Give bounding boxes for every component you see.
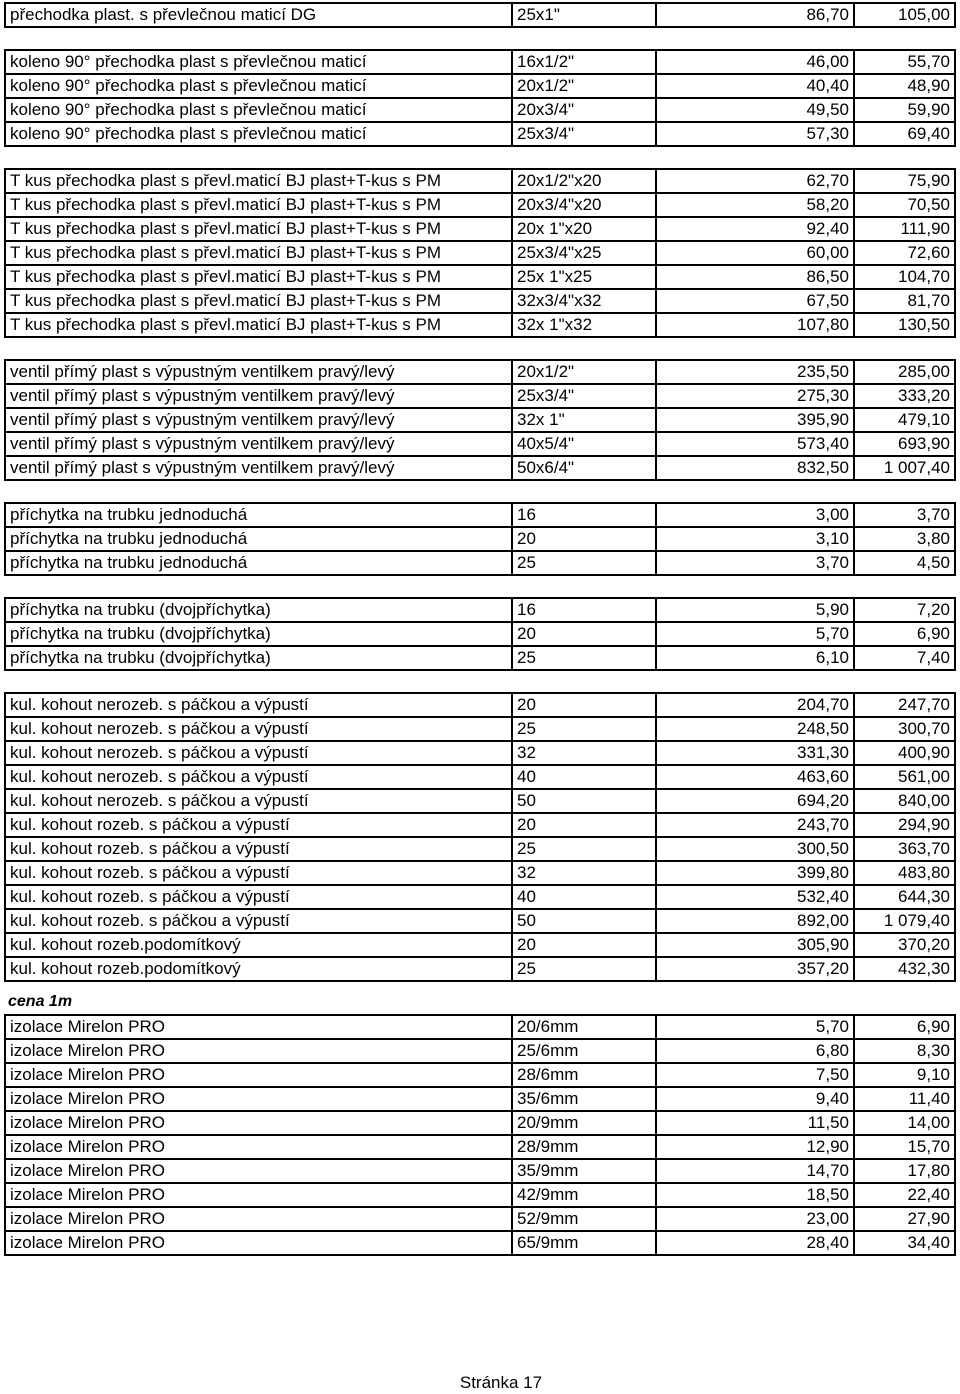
price-without-vat-cell: 46,00: [655, 51, 853, 73]
dimension-cell: 32: [511, 862, 655, 884]
product-name-cell: kul. kohout nerozeb. s páčkou a výpustí: [4, 790, 511, 812]
price-with-vat-cell: 3,80: [853, 528, 956, 550]
price-with-vat-cell: 59,90: [853, 99, 956, 121]
table-row: [4, 314, 956, 338]
price-without-vat-cell: 6,80: [655, 1040, 853, 1062]
price-without-vat-cell: 832,50: [655, 457, 853, 479]
product-name-cell: ventil přímý plast s výpustným ventilkem pravý/levý: [4, 409, 511, 431]
table-row: [4, 599, 956, 623]
price-with-vat-cell: 300,70: [853, 718, 956, 740]
table-row: [4, 170, 956, 194]
dimension-cell: 20x1/2": [511, 361, 655, 383]
table-row: [4, 75, 956, 99]
price-without-vat-cell: 40,40: [655, 75, 853, 97]
price-with-vat-cell: 69,40: [853, 123, 956, 145]
product-name-cell: kul. kohout nerozeb. s páčkou a výpustí: [4, 742, 511, 764]
price-with-vat-cell: 483,80: [853, 862, 956, 884]
price-without-vat-cell: 6,10: [655, 647, 853, 669]
product-name-cell: ventil přímý plast s výpustným ventilkem pravý/levý: [4, 433, 511, 455]
insulation-group: [4, 1014, 956, 1256]
price-with-vat-cell: 644,30: [853, 886, 956, 908]
price-without-vat-cell: 67,50: [655, 290, 853, 312]
price-group: [4, 692, 956, 982]
dimension-cell: 42/9mm: [511, 1184, 655, 1206]
table-row: [4, 385, 956, 409]
dimension-cell: 40x5/4": [511, 433, 655, 455]
price-with-vat-cell: 7,20: [853, 599, 956, 621]
product-name-cell: T kus přechodka plast s převl.maticí BJ plast+T-kus s PM: [4, 170, 511, 192]
price-without-vat-cell: 892,00: [655, 910, 853, 932]
price-with-vat-cell: 8,30: [853, 1040, 956, 1062]
price-with-vat-cell: 48,90: [853, 75, 956, 97]
price-with-vat-cell: 9,10: [853, 1064, 956, 1086]
product-name-cell: izolace Mirelon PRO: [4, 1232, 511, 1254]
product-name-cell: příchytka na trubku jednoduchá: [4, 528, 511, 550]
dimension-cell: 28/9mm: [511, 1136, 655, 1158]
table-row: [4, 862, 956, 886]
table-row: [4, 290, 956, 314]
price-with-vat-cell: 17,80: [853, 1160, 956, 1182]
price-without-vat-cell: 86,70: [655, 4, 853, 26]
price-with-vat-cell: 6,90: [853, 1016, 956, 1038]
price-without-vat-cell: 275,30: [655, 385, 853, 407]
price-without-vat-cell: 5,70: [655, 623, 853, 645]
product-name-cell: ventil přímý plast s výpustným ventilkem pravý/levý: [4, 385, 511, 407]
product-name-cell: izolace Mirelon PRO: [4, 1016, 511, 1038]
product-name-cell: koleno 90° přechodka plast s převlečnou maticí: [4, 123, 511, 145]
dimension-cell: 20x3/4": [511, 99, 655, 121]
product-name-cell: kul. kohout rozeb. s páčkou a výpustí: [4, 910, 511, 932]
price-with-vat-cell: 55,70: [853, 51, 956, 73]
price-with-vat-cell: 370,20: [853, 934, 956, 956]
price-without-vat-cell: 300,50: [655, 838, 853, 860]
price-with-vat-cell: 15,70: [853, 1136, 956, 1158]
price-with-vat-cell: 72,60: [853, 242, 956, 264]
section-subheading: cena 1m: [8, 993, 73, 1010]
product-name-cell: příchytka na trubku jednoduchá: [4, 552, 511, 574]
table-row: [4, 1088, 956, 1112]
product-name-cell: koleno 90° přechodka plast s převlečnou maticí: [4, 51, 511, 73]
price-with-vat-cell: 27,90: [853, 1208, 956, 1230]
price-with-vat-cell: 75,90: [853, 170, 956, 192]
price-with-vat-cell: 4,50: [853, 552, 956, 574]
table-row: [4, 958, 956, 982]
dimension-cell: 25x 1"x25: [511, 266, 655, 288]
table-row: [4, 718, 956, 742]
dimension-cell: 20x1/2"x20: [511, 170, 655, 192]
product-name-cell: kul. kohout rozeb.podomítkový: [4, 934, 511, 956]
price-without-vat-cell: 107,80: [655, 314, 853, 336]
price-group: [4, 359, 956, 481]
price-without-vat-cell: 305,90: [655, 934, 853, 956]
price-without-vat-cell: 23,00: [655, 1208, 853, 1230]
dimension-cell: 25/6mm: [511, 1040, 655, 1062]
table-row: [4, 361, 956, 385]
dimension-cell: 52/9mm: [511, 1208, 655, 1230]
product-name-cell: izolace Mirelon PRO: [4, 1040, 511, 1062]
dimension-cell: 16x1/2": [511, 51, 655, 73]
dimension-cell: 25: [511, 552, 655, 574]
price-with-vat-cell: 285,00: [853, 361, 956, 383]
product-name-cell: kul. kohout rozeb. s páčkou a výpustí: [4, 862, 511, 884]
price-group: [4, 168, 956, 338]
table-row: [4, 1016, 956, 1040]
product-name-cell: izolace Mirelon PRO: [4, 1064, 511, 1086]
dimension-cell: 20x1/2": [511, 75, 655, 97]
table-row: [4, 99, 956, 123]
product-name-cell: izolace Mirelon PRO: [4, 1112, 511, 1134]
price-with-vat-cell: 840,00: [853, 790, 956, 812]
price-with-vat-cell: 130,50: [853, 314, 956, 336]
dimension-cell: 20/9mm: [511, 1112, 655, 1134]
table-row: [4, 528, 956, 552]
price-without-vat-cell: 5,90: [655, 599, 853, 621]
price-with-vat-cell: 81,70: [853, 290, 956, 312]
price-group: [4, 2, 956, 28]
dimension-cell: 28/6mm: [511, 1064, 655, 1086]
table-row: [4, 838, 956, 862]
page-footer: Stránka 17: [459, 1373, 543, 1392]
product-name-cell: koleno 90° přechodka plast s převlečnou maticí: [4, 99, 511, 121]
price-group: [4, 597, 956, 671]
table-row: [4, 1040, 956, 1064]
price-without-vat-cell: 532,40: [655, 886, 853, 908]
price-with-vat-cell: 111,90: [853, 218, 956, 240]
dimension-cell: 65/9mm: [511, 1232, 655, 1254]
dimension-cell: 25x3/4": [511, 123, 655, 145]
price-without-vat-cell: 5,70: [655, 1016, 853, 1038]
product-name-cell: kul. kohout nerozeb. s páčkou a výpustí: [4, 766, 511, 788]
price-with-vat-cell: 14,00: [853, 1112, 956, 1134]
dimension-cell: 25: [511, 718, 655, 740]
price-without-vat-cell: 12,90: [655, 1136, 853, 1158]
table-row: [4, 433, 956, 457]
price-without-vat-cell: 14,70: [655, 1160, 853, 1182]
table-row: [4, 266, 956, 290]
dimension-cell: 20: [511, 528, 655, 550]
dimension-cell: 25: [511, 958, 655, 980]
price-without-vat-cell: 9,40: [655, 1088, 853, 1110]
dimension-cell: 25x1": [511, 4, 655, 26]
price-with-vat-cell: 400,90: [853, 742, 956, 764]
table-row: [4, 910, 956, 934]
price-without-vat-cell: 57,30: [655, 123, 853, 145]
price-with-vat-cell: 7,40: [853, 647, 956, 669]
table-row: [4, 814, 956, 838]
price-without-vat-cell: 243,70: [655, 814, 853, 836]
product-name-cell: kul. kohout rozeb. s páčkou a výpustí: [4, 814, 511, 836]
price-without-vat-cell: 463,60: [655, 766, 853, 788]
price-group: [4, 502, 956, 576]
product-name-cell: příchytka na trubku jednoduchá: [4, 504, 511, 526]
price-group: [4, 49, 956, 147]
price-without-vat-cell: 60,00: [655, 242, 853, 264]
table-row: [4, 504, 956, 528]
price-with-vat-cell: 11,40: [853, 1088, 956, 1110]
dimension-cell: 32x3/4"x32: [511, 290, 655, 312]
dimension-cell: 25: [511, 838, 655, 860]
price-without-vat-cell: 235,50: [655, 361, 853, 383]
dimension-cell: 35/6mm: [511, 1088, 655, 1110]
table-row: [4, 123, 956, 147]
product-name-cell: T kus přechodka plast s převl.maticí BJ plast+T-kus s PM: [4, 266, 511, 288]
dimension-cell: 20: [511, 623, 655, 645]
price-without-vat-cell: 204,70: [655, 694, 853, 716]
dimension-cell: 35/9mm: [511, 1160, 655, 1182]
price-without-vat-cell: 3,70: [655, 552, 853, 574]
price-without-vat-cell: 331,30: [655, 742, 853, 764]
product-name-cell: přechodka plast. s převlečnou maticí DG: [4, 4, 511, 26]
table-row: [4, 1232, 956, 1256]
price-with-vat-cell: 3,70: [853, 504, 956, 526]
dimension-cell: 32: [511, 742, 655, 764]
dimension-cell: 25: [511, 647, 655, 669]
product-name-cell: T kus přechodka plast s převl.maticí BJ plast+T-kus s PM: [4, 290, 511, 312]
price-without-vat-cell: 86,50: [655, 266, 853, 288]
dimension-cell: 20x3/4"x20: [511, 194, 655, 216]
table-row: [4, 694, 956, 718]
price-without-vat-cell: 11,50: [655, 1112, 853, 1134]
price-group: [4, 1014, 956, 1256]
price-without-vat-cell: 62,70: [655, 170, 853, 192]
product-name-cell: kul. kohout nerozeb. s páčkou a výpustí: [4, 718, 511, 740]
price-with-vat-cell: 479,10: [853, 409, 956, 431]
dimension-cell: 50x6/4": [511, 457, 655, 479]
table-row: [4, 790, 956, 814]
table-row: [4, 742, 956, 766]
table-row: [4, 647, 956, 671]
dimension-cell: 20/6mm: [511, 1016, 655, 1038]
product-name-cell: příchytka na trubku (dvojpříchytka): [4, 599, 511, 621]
dimension-cell: 50: [511, 790, 655, 812]
price-without-vat-cell: 248,50: [655, 718, 853, 740]
price-without-vat-cell: 7,50: [655, 1064, 853, 1086]
product-name-cell: koleno 90° přechodka plast s převlečnou maticí: [4, 75, 511, 97]
dimension-cell: 40: [511, 886, 655, 908]
product-name-cell: izolace Mirelon PRO: [4, 1160, 511, 1182]
product-name-cell: izolace Mirelon PRO: [4, 1184, 511, 1206]
table-row: [4, 1112, 956, 1136]
price-without-vat-cell: 3,10: [655, 528, 853, 550]
price-with-vat-cell: 693,90: [853, 433, 956, 455]
table-row: [4, 51, 956, 75]
product-name-cell: T kus přechodka plast s převl.maticí BJ plast+T-kus s PM: [4, 314, 511, 336]
price-with-vat-cell: 34,40: [853, 1232, 956, 1254]
price-without-vat-cell: 694,20: [655, 790, 853, 812]
table-row: [4, 766, 956, 790]
price-with-vat-cell: 22,40: [853, 1184, 956, 1206]
product-name-cell: ventil přímý plast s výpustným ventilkem pravý/levý: [4, 361, 511, 383]
dimension-cell: 20: [511, 934, 655, 956]
price-with-vat-cell: 105,00: [853, 4, 956, 26]
dimension-cell: 50: [511, 910, 655, 932]
dimension-cell: 16: [511, 504, 655, 526]
price-with-vat-cell: 432,30: [853, 958, 956, 980]
dimension-cell: 25x3/4"x25: [511, 242, 655, 264]
price-with-vat-cell: 1 007,40: [853, 457, 956, 479]
dimension-cell: 32x 1"x32: [511, 314, 655, 336]
price-with-vat-cell: 70,50: [853, 194, 956, 216]
product-name-cell: izolace Mirelon PRO: [4, 1088, 511, 1110]
table-row: [4, 409, 956, 433]
product-name-cell: T kus přechodka plast s převl.maticí BJ plast+T-kus s PM: [4, 242, 511, 264]
price-with-vat-cell: 6,90: [853, 623, 956, 645]
table-row: [4, 1160, 956, 1184]
product-name-cell: izolace Mirelon PRO: [4, 1136, 511, 1158]
table-row: [4, 1208, 956, 1232]
dimension-cell: 40: [511, 766, 655, 788]
dimension-cell: 25x3/4": [511, 385, 655, 407]
price-without-vat-cell: 28,40: [655, 1232, 853, 1254]
product-name-cell: kul. kohout rozeb. s páčkou a výpustí: [4, 838, 511, 860]
price-with-vat-cell: 363,70: [853, 838, 956, 860]
product-name-cell: izolace Mirelon PRO: [4, 1208, 511, 1230]
price-with-vat-cell: 247,70: [853, 694, 956, 716]
table-row: [4, 1136, 956, 1160]
product-name-cell: kul. kohout nerozeb. s páčkou a výpustí: [4, 694, 511, 716]
product-name-cell: příchytka na trubku (dvojpříchytka): [4, 647, 511, 669]
dimension-cell: 32x 1": [511, 409, 655, 431]
price-without-vat-cell: 395,90: [655, 409, 853, 431]
price-without-vat-cell: 49,50: [655, 99, 853, 121]
table-row: [4, 623, 956, 647]
product-name-cell: kul. kohout rozeb. s páčkou a výpustí: [4, 886, 511, 908]
price-with-vat-cell: 104,70: [853, 266, 956, 288]
price-without-vat-cell: 58,20: [655, 194, 853, 216]
price-without-vat-cell: 92,40: [655, 218, 853, 240]
product-name-cell: T kus přechodka plast s převl.maticí BJ plast+T-kus s PM: [4, 194, 511, 216]
dimension-cell: 16: [511, 599, 655, 621]
dimension-cell: 20: [511, 694, 655, 716]
table-row: [4, 1184, 956, 1208]
table-row: [4, 934, 956, 958]
product-name-cell: T kus přechodka plast s převl.maticí BJ plast+T-kus s PM: [4, 218, 511, 240]
price-without-vat-cell: 18,50: [655, 1184, 853, 1206]
price-groups: [4, 2, 956, 982]
table-row: [4, 218, 956, 242]
product-name-cell: ventil přímý plast s výpustným ventilkem pravý/levý: [4, 457, 511, 479]
dimension-cell: 20x 1"x20: [511, 218, 655, 240]
price-without-vat-cell: 3,00: [655, 504, 853, 526]
price-without-vat-cell: 399,80: [655, 862, 853, 884]
price-without-vat-cell: 573,40: [655, 433, 853, 455]
table-row: [4, 4, 956, 28]
price-with-vat-cell: 333,20: [853, 385, 956, 407]
price-with-vat-cell: 1 079,40: [853, 910, 956, 932]
product-name-cell: příchytka na trubku (dvojpříchytka): [4, 623, 511, 645]
table-row: [4, 457, 956, 481]
dimension-cell: 20: [511, 814, 655, 836]
table-row: [4, 1064, 956, 1088]
price-list-sheet: [4, 2, 956, 1264]
table-row: [4, 242, 956, 266]
price-without-vat-cell: 357,20: [655, 958, 853, 980]
table-row: [4, 886, 956, 910]
price-with-vat-cell: 294,90: [853, 814, 956, 836]
price-with-vat-cell: 561,00: [853, 766, 956, 788]
product-name-cell: kul. kohout rozeb.podomítkový: [4, 958, 511, 980]
table-row: [4, 552, 956, 576]
table-row: [4, 194, 956, 218]
